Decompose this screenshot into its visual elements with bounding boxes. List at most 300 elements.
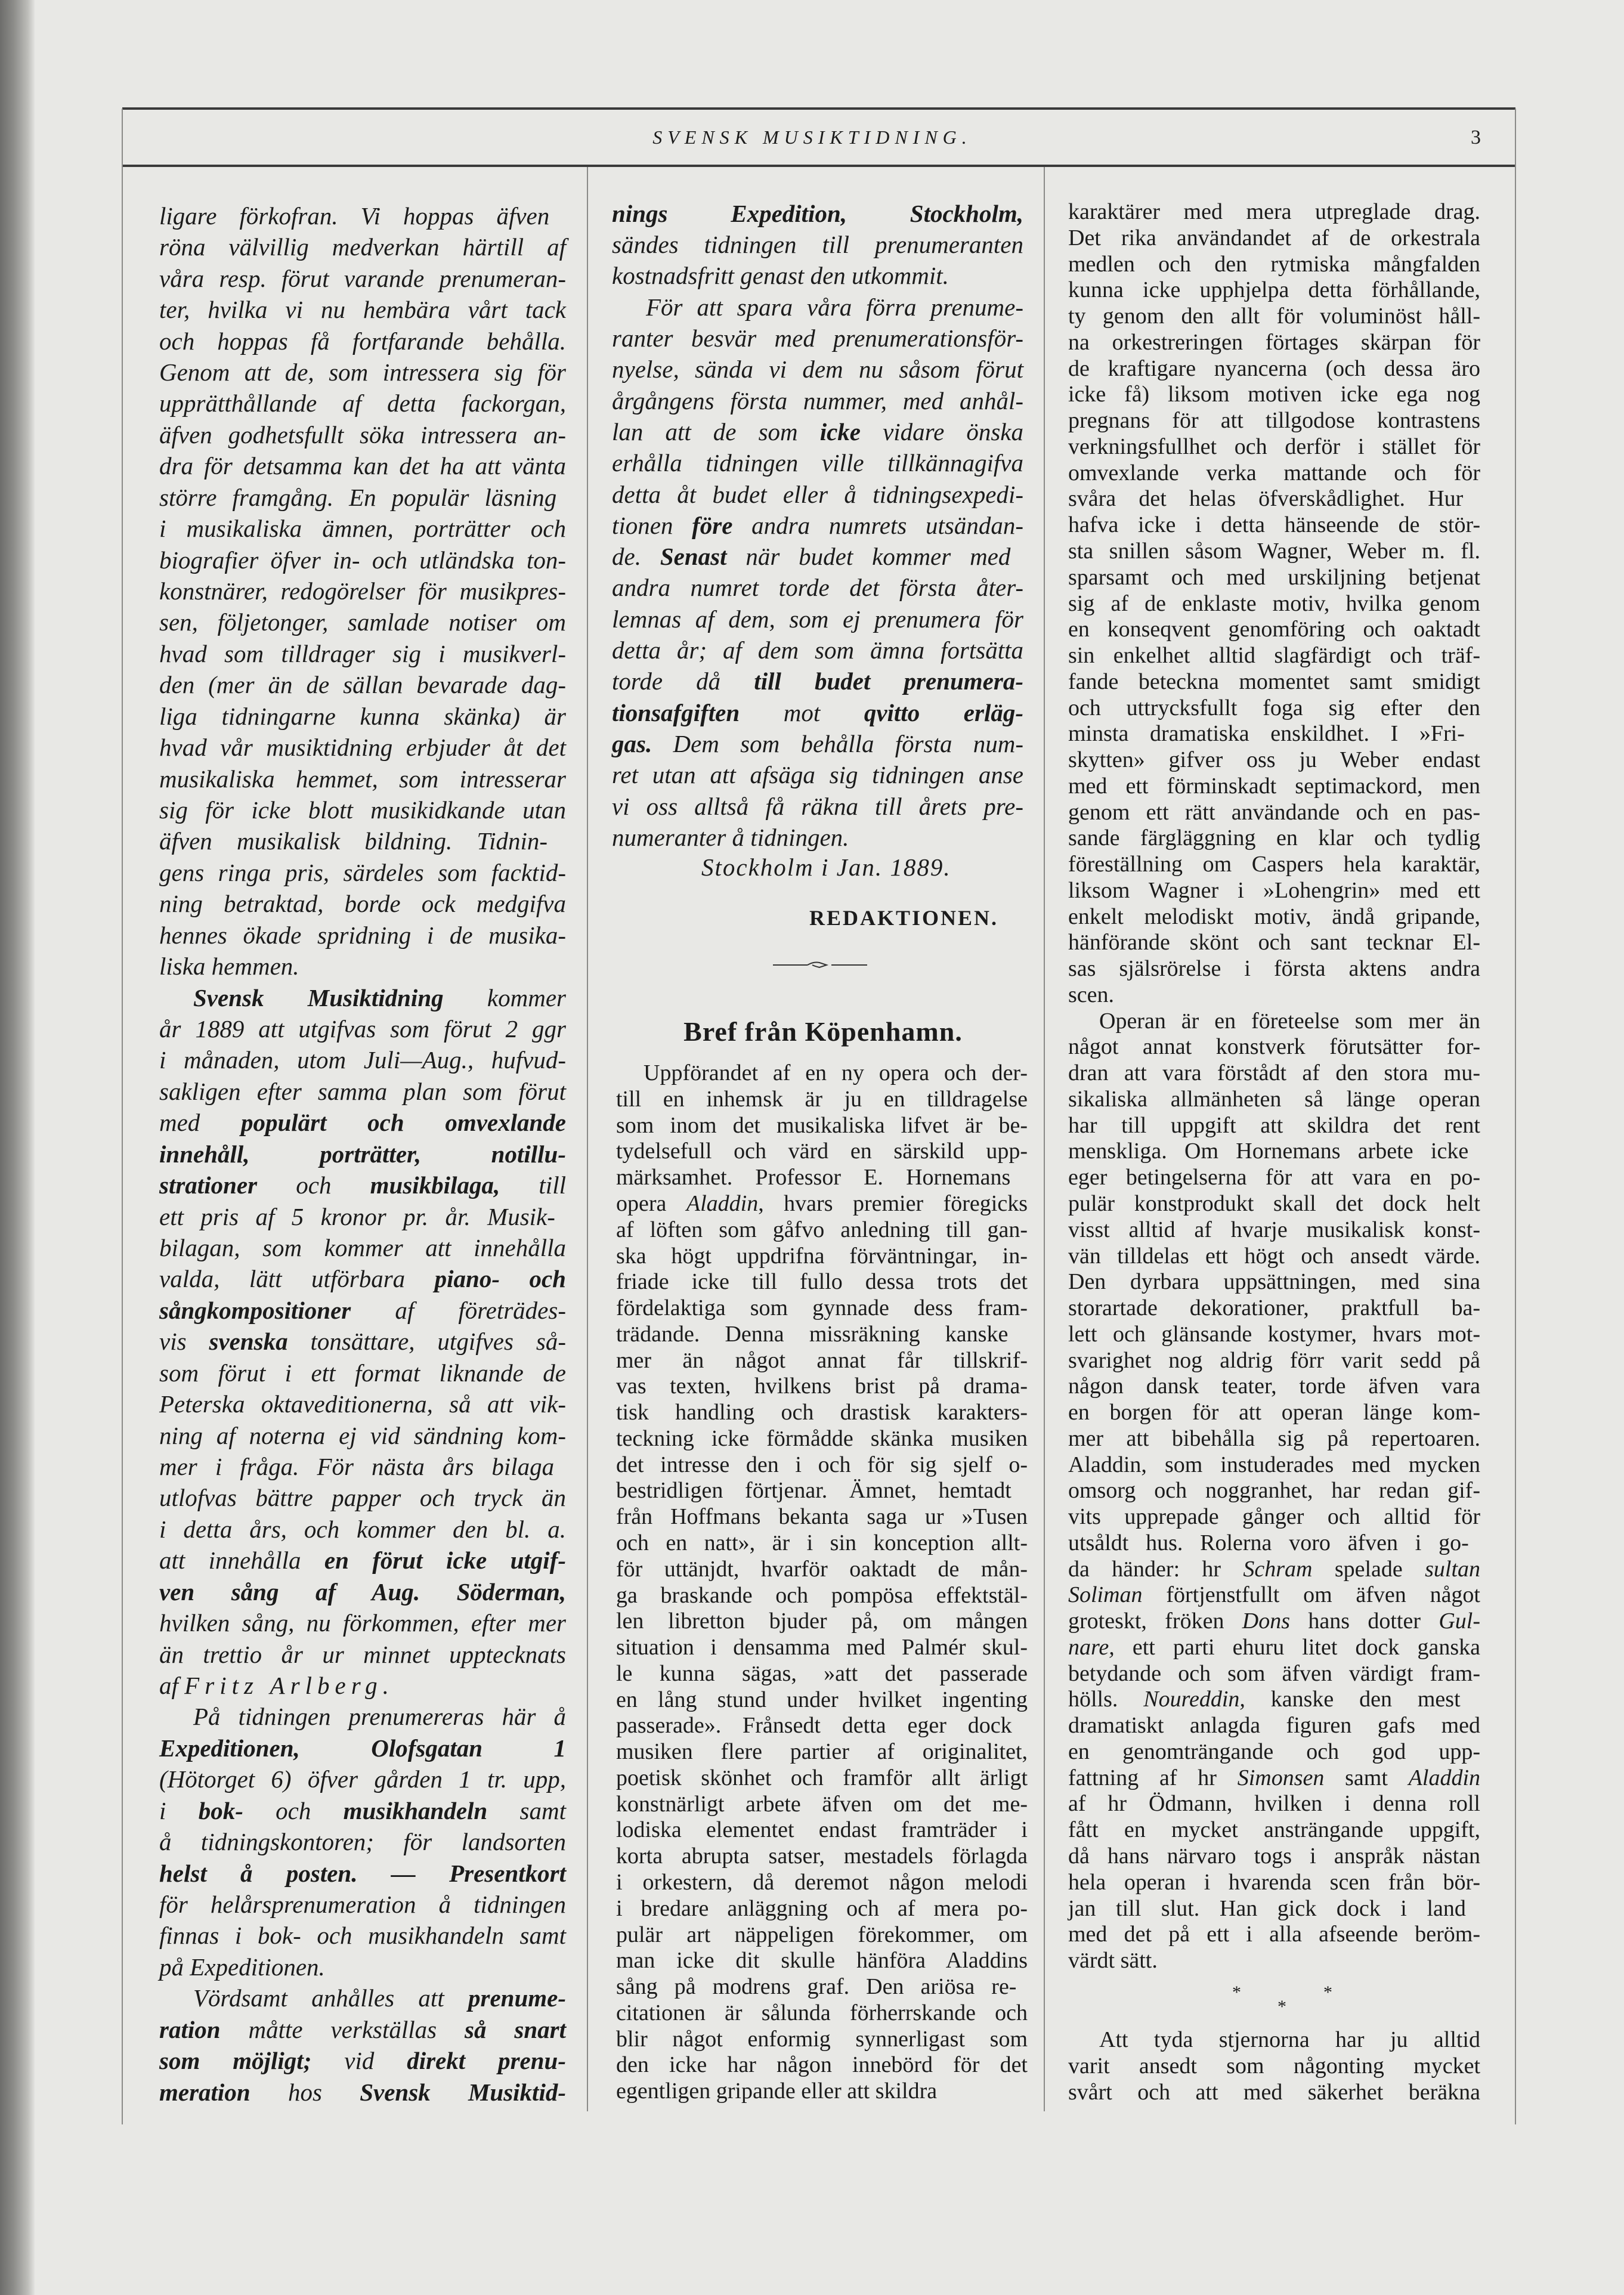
text-line [616,1765,1028,1792]
text-run: af företrädes- [351,1296,566,1324]
text-line [1068,1322,1480,1348]
text-run: i [159,1796,199,1824]
text-line [1068,1165,1480,1191]
text-run: tonsättare, utgifves så- [287,1328,566,1356]
text-run: le kunna sägas, »att det passerade [616,1660,1028,1686]
text-run: vits upprepade gånger och alltid för [1068,1504,1480,1530]
text-run: varit ansedt som någonting mycket [1068,2053,1480,2079]
text-line [159,1858,566,1889]
emphasis-run: en förut icke utgif- [324,1547,567,1575]
text-run: till en inhemsk är ju en tilldragelse [616,1086,1028,1112]
text-line [193,1701,566,1732]
text-run: omsorg och noggranhet, har redan gif- [1068,1478,1480,1504]
text-line [159,545,566,576]
italic-run: Dons [1242,1609,1291,1634]
text-run: en lång stund under hvilket ingenting [616,1687,1028,1712]
text-run: värdt sätt. [1068,1948,1158,1974]
text-run: sas själsrörelse i första aktens andra [1068,956,1480,982]
text-run: med [159,1109,241,1137]
text-run: dran att vara förstådt af den stora mu- [1068,1060,1480,1086]
text-run: kunna icke upphjelpa detta förhållande, [1068,277,1480,303]
emphasis-run: Senast [660,543,727,571]
text-run: något annat konstverk förutsätter for- [1068,1034,1480,1060]
text-line [612,447,1023,478]
text-run: situation i densamma med Palmér skul- [616,1635,1028,1660]
text-line [1068,1504,1480,1530]
dateline: Stockholm i Jan. 1889. [701,853,951,881]
italic-run: Aladdin [686,1190,759,1216]
text-run: upprätthållande af detta fackorgan, [159,389,566,417]
emphasis-run: helst å posten. — Presentkort [159,1859,566,1887]
text-run: utsåldt hus. Rolerna voro äfven i go- [1068,1530,1469,1555]
text-run: andra numret torde det första åter- [612,574,1023,602]
text-run: i orkestern, då deremot någon melodi [616,1869,1028,1895]
text-line [1068,512,1480,539]
text-run: vi oss alltså få räkna till årets pre- [612,792,1023,820]
text-run: sakligen efter samma plan som förut [159,1077,566,1105]
text-line [612,604,1023,635]
text-line [1099,2027,1480,2053]
text-line [1068,460,1480,487]
text-line [1068,1557,1480,1583]
text-line [1068,434,1480,460]
emphasis-run: Expeditionen, Olofsgatan 1 [159,1734,566,1762]
text-run: å tidningskontoren; för landsorten [159,1828,566,1856]
text-line [616,1661,1028,1687]
italic-run: Simonsen [1237,1765,1325,1790]
text-run: Peterska oktaveditionerna, så att vik- [159,1390,566,1418]
text-run: svårt och att med säkerhet beräkna [1068,2079,1480,2105]
text-line [1068,1478,1480,1504]
text-run: mer att bibehålla sig på repertoaren. [1068,1425,1480,1451]
text-line [1068,277,1480,304]
text-line [1068,1791,1480,1817]
text-run: har till uppgift att skildra det rent [1068,1112,1480,1138]
text-run: Den dyrbara uppsättningen, med sina [1068,1269,1480,1295]
emphasis-run: svenska [209,1328,288,1356]
text-run: hvilken sång, nu förkommen, efter mer [159,1609,566,1637]
text-run: skytten» gifver oss ju Weber endast [1068,747,1480,773]
text-run: Operan är en företeelse som mer än [1099,1008,1480,1034]
text-run: icke få) liksom motiven icke ega nog [1068,382,1480,407]
text-line [616,1269,1028,1295]
text-run: från Hoffmans bekanta saga ur »Tusen [616,1504,1028,1530]
emphasis-run: före [692,511,733,539]
text-line [612,229,1023,260]
text-run: förtjenstfullt om äfven något [1142,1582,1480,1608]
text-run: större framgång. En populär läsning [159,483,557,511]
text-line [1068,747,1480,774]
text-line [159,1295,566,1326]
text-run: Dem som behålla första num- [652,729,1023,757]
text-run: enkelt melodiskt motiv, ändå gripande, [1068,904,1480,929]
emphasis-run: strationer [159,1171,258,1199]
text-run: och uttrycksfullt foga sig efter den [1068,695,1480,720]
text-line [616,1635,1028,1661]
text-run: det intresse den i och för sig sjelf o- [616,1452,1028,1477]
emphasis-run: tionsafgiften [612,698,740,726]
text-run: sande färgläggning en klar och tydlig [1068,825,1480,851]
text-run: nyelse, sända vi dem nu såsom förut [612,355,1023,383]
text-run: den icke har någon innebörd för det [616,2052,1028,2078]
text-line [1068,878,1480,904]
emphasis-run: musikhandeln [343,1796,488,1824]
text-line [1068,982,1114,1009]
text-run: bestridligen förtjenar. Ämnet, hemtadt [616,1478,1011,1504]
text-run: vas texten, hvilkens brist på drama- [616,1374,1028,1399]
text-line [159,1420,566,1451]
text-run: ga braskande och pompösa effektstäl- [616,1582,1028,1608]
text-line [159,263,566,294]
text-run: ligare förkofran. Vi hoppas äfven [159,202,550,230]
text-run: pulär konstprodukt skall det dock helt [1068,1191,1480,1216]
text-line [1068,1269,1480,1295]
text-run: ter, hvilka vi nu hembära vårt tack [159,296,566,324]
text-run: sparsamt och med urskiljning betjenat [1068,564,1480,590]
text-run: att innehålla [159,1547,324,1575]
text-line [159,326,566,357]
text-line [159,825,547,856]
text-line [616,2079,937,2105]
emphasis-run: innehåll, porträtter, notillu- [159,1140,566,1168]
text-line [159,576,566,607]
text-run: blir något enformig synnerligast som [616,2026,1028,2052]
text-run: föreställning om Caspers hela karaktär, [1068,852,1480,877]
text-run: sin enkelhet alltid slagfärdigt och träf- [1068,643,1480,669]
text-line [159,1044,566,1075]
text-run: omvexlande verka mattande och för [1068,460,1480,485]
text-line [159,701,566,732]
text-line [616,1217,1028,1244]
emphasis-run: nings Expedition, Stockholm, [612,199,1023,227]
text-line [1068,1635,1480,1661]
text-run: ning af noterna ej vid sändning kom- [159,1421,566,1449]
text-run: musikaliska hemmet, som intresserar [159,765,566,793]
text-line [616,1478,1011,1504]
text-run: årgångens första nummer, med anhål- [612,386,1023,415]
text-line [1068,852,1480,878]
text-line [159,1670,394,1701]
text-run: ret utan att afsäga sig tidningen anse [612,761,1023,789]
text-line [159,951,299,982]
text-line [612,728,1023,759]
text-run: gens ringa pris, särdeles som facktid- [159,858,566,886]
text-run: Aladdin, som instuderades med mycken [1068,1452,1480,1477]
text-line [616,1400,1028,1426]
emphasis-run: till budet prenumera- [754,667,1023,695]
text-run: hänförande skönt och sant tecknar El- [1068,930,1480,955]
text-run: för helårsprenumeration å tidningen [159,1891,566,1918]
text-line [612,354,1023,385]
text-line [644,1060,1028,1087]
text-line [616,1504,1028,1530]
text-line [612,198,1023,229]
text-run: hos [250,2078,360,2106]
text-line [1068,1817,1480,1844]
text-line [159,1514,566,1545]
text-run: betydande och som äfven värdigt fram- [1068,1660,1480,1686]
text-line [159,1076,566,1107]
text-run: år 1889 att utgifvas som förut 2 ggr [159,1014,566,1043]
text-run: sång på modrens graf. Den ariösa re- [616,1974,1017,2000]
text-run: fått en mycket ansträngande uppgift, [1068,1817,1480,1843]
text-run: torde då [612,667,754,695]
text-line [1068,1609,1480,1635]
text-line [1068,1139,1468,1165]
text-line [612,416,1023,447]
text-line [616,1348,1028,1374]
text-run: våra resp. förut varande prenumeran- [159,264,566,292]
text-run: och [243,1796,344,1824]
text-run: tydelsefull och värd en särskild upp- [616,1139,1028,1164]
text-run: när budet kommer med [726,543,1011,571]
text-line [159,388,566,419]
text-run: detta år; af dem som ämna fortsätta [612,636,1023,664]
text-line [616,1817,1028,1844]
text-run: vidare önska [861,417,1024,446]
text-run: samt [487,1796,566,1824]
text-line [612,572,1023,603]
text-run: spelade [1312,1556,1425,1582]
text-run: sändes tidningen till prenumeranten [612,231,1023,259]
text-line [1068,1739,1480,1765]
text-line [616,1583,1028,1609]
text-line [612,385,1023,416]
text-run: , hvars premier föregicks [758,1190,1028,1216]
text-line [159,794,566,825]
text-run: tionen [612,511,692,539]
emphasis-run: som möjligt; [159,2047,312,2075]
page-number: 3 [1471,126,1481,149]
text-line [616,1557,1028,1583]
italic-run: Gul- [1439,1609,1480,1634]
text-run: fattning af hr [1068,1765,1238,1790]
text-line [616,1739,1028,1765]
text-run: För att spara våra förra prenume- [646,293,1023,321]
text-line [1068,591,1480,617]
text-run: finnas i bok- och musikhandeln samt [159,1922,566,1950]
text-line [159,294,566,325]
text-line [1068,304,1480,330]
text-run: konstnärligt arbete äfven om det me- [616,1791,1028,1817]
text-line [159,357,566,388]
text-line [616,2027,1028,2053]
italic-run: nare, [1068,1634,1115,1660]
text-line [1068,1922,1480,1948]
text-line [1068,1687,1461,1713]
text-line [159,1889,566,1920]
emphasis-run: Svensk Musiktidning [193,983,444,1012]
text-line [1068,225,1480,252]
text-line [616,1139,1028,1165]
text-run: Det rika användandet af de orkestrala [1068,225,1480,250]
text-line [1068,382,1480,408]
text-run: bilagan, som kommer att innehålla [159,1233,566,1261]
text-line [612,822,849,853]
text-line [159,1232,566,1263]
text-line [616,1113,1028,1139]
text-run: lemnas af dem, som ej prenumera för [612,605,1023,633]
text-run: äfven godhetsfullt söka intressera an- [159,420,566,449]
emphasis-run: Svensk Musiktid- [360,2078,566,2106]
text-line [1068,956,1480,982]
text-run: jan till slut. Han gick dock i land [1068,1895,1466,1921]
text-run: på Expeditionen. [159,1953,325,1981]
text-line [1068,539,1480,565]
text-line [616,1374,1028,1400]
emphasis-run: ration [159,2015,221,2043]
text-line [1068,408,1480,434]
text-line [616,1896,1028,1922]
emphasis-run: gas. [612,729,652,757]
text-run: valda, lätt utförbara [159,1265,435,1293]
text-line [159,1639,566,1670]
emphasis-run: musikbilaga, [370,1171,500,1199]
italic-run: Noureddin, [1143,1687,1245,1712]
text-run: mer i fråga. För nästa års bilaga [159,1452,555,1480]
text-line [616,1870,1028,1896]
ornament-divider-icon [773,959,867,971]
text-line [1068,2080,1480,2106]
scan-page-edge [0,0,35,2295]
text-line [1068,1087,1480,1113]
emphasis-run: bok- [198,1796,243,1824]
text-run: röna välvillig medverkan härtill af [159,233,566,261]
text-line [616,1244,1028,1270]
text-run: de kraftigare nyancerna (och dessa äro [1068,355,1480,381]
text-line [616,1609,1028,1635]
text-run: egentligen gripande eller att skildra [616,2079,938,2104]
text-run: Att tyda stjernorna har ju alltid [1099,2027,1480,2053]
column-divider-1 [587,167,588,2111]
text-line [612,510,1023,541]
text-line [159,857,566,888]
text-run: liska hemmen. [159,952,299,981]
text-run: till [500,1171,566,1199]
text-line [1068,1896,1466,1922]
text-line [159,1013,566,1044]
text-line [1068,1661,1480,1687]
text-line [159,513,566,544]
text-run: liksom Wagner i »Lohengrin» med ett [1068,877,1480,903]
text-line [1068,1844,1480,1870]
text-line [159,638,566,669]
text-line [1068,1217,1480,1244]
italic-run: Schram [1243,1556,1313,1582]
text-run: ett pris af 5 kronor pr. år. Musik- [159,1202,555,1230]
text-line [1068,1374,1480,1400]
text-run: fördelaktiga som gynnade dess fram- [616,1295,1028,1321]
text-run: märksamhet. Professor E. Hornemans [616,1165,1011,1190]
emphasis-run: icke [819,417,861,446]
text-line [159,763,566,794]
text-run: medlen och den rytmiska mångfalden [1068,251,1480,277]
text-run: groteskt, fröken [1068,1609,1242,1634]
text-run: ranter besvär med prenumerationsför- [612,324,1023,352]
text-run: lan att de som [612,417,820,446]
text-line [159,1201,555,1232]
text-line [1068,930,1480,956]
text-run: scen. [1068,982,1115,1007]
text-run: numeranter å tidningen. [612,823,849,851]
text-run: storartade dekorationer, praktfull ba- [1068,1295,1480,1321]
text-line [1068,721,1465,747]
text-line [1068,774,1480,800]
text-run: hafva icke i detta hänseende de stör- [1068,512,1480,538]
text-run: tisk handling och drastisk karakters- [616,1400,1028,1425]
text-run: korta abrupta satser, mestadels förlagda [616,1844,1028,1869]
text-line [159,1951,325,1982]
text-line [159,1388,566,1419]
text-run: af [159,1671,185,1699]
emphasis-run: sångkompositioner [159,1296,351,1324]
text-run: verkningsfullhet och derför i stället för [1068,434,1480,459]
text-line [159,1795,566,1826]
text-run: sta snillen såsom Wagner, Weber m. fl. [1068,539,1480,564]
text-run: af löften som gåfvo anledning till gan- [616,1217,1028,1242]
text-run: ska högt uppdrifna förväntningar, in- [616,1243,1028,1269]
text-line [1068,1582,1480,1609]
text-run: visst alltid af hvarje musikalisk konst- [1068,1217,1480,1242]
asterism-star-icon: * [1232,1982,1241,2002]
text-line [1068,800,1480,826]
text-line [1068,486,1463,512]
text-line [159,1576,566,1607]
text-run: pregnans för att tillgodose kontrastens [1068,408,1480,434]
text-line [159,419,566,450]
text-line [193,1982,566,2013]
text-line [159,1139,566,1170]
text-run: trädande. Denna missräkning kanske [616,1321,1009,1347]
text-run: hvad som tilldrager sig i musikverl- [159,639,566,667]
text-line [159,1545,566,1576]
text-line [1068,2053,1480,2080]
text-run: en genomträngande och god upp- [1068,1739,1480,1764]
text-run: erhålla tidningen ville tillkännagifva [612,449,1023,477]
signature: REDAKTIONEN. [809,906,998,930]
text-run: musiken flere partier af originalitet, [616,1739,1028,1765]
text-line [1068,1400,1480,1426]
text-run: hennes ökade spridning i de musika- [159,921,566,949]
text-run: menskliga. Om Hornemans arbete icke [1068,1139,1469,1164]
text-run: med ett förminskadt septimackord, men [1068,773,1480,799]
text-line [159,231,566,262]
text-line [159,1920,566,1951]
text-run: i musikaliska ämnen, porträtter och [159,515,566,543]
text-line [159,1326,566,1357]
text-line [1068,1870,1480,1896]
text-run: svarighet nog aldrig förr varit sedd på [1068,1347,1480,1373]
header-bottom-rule [122,165,1515,167]
text-run: minsta dramatiska enskildhet. I »Fri- [1068,721,1465,747]
text-line [646,292,1023,323]
text-run: da händer: hr [1068,1556,1243,1582]
text-run: kanske den mest [1245,1687,1461,1712]
text-run: poetisk skönhet och framför allt ärligt [616,1765,1028,1790]
text-run: konstnärer, redogörelser för musikpres- [159,577,566,605]
text-run: någon dansk teater, torde äfven vara [1068,1374,1480,1399]
text-run: mer än något annat får tillskrif- [616,1347,1028,1373]
text-run: och hoppas få fortfarande behålla. [159,327,566,355]
text-run: då hans närvaro togs i anspråk nästan [1068,1844,1480,1869]
text-run: sikaliska allmänheten så länge operan [1068,1086,1480,1112]
text-line [159,1826,566,1857]
text-line [1068,1948,1158,1974]
text-run: Vördsamt anhålles att [193,1984,468,2012]
text-run: svåra det helas öfverskådlighet. Hur [1068,486,1464,512]
text-run: sig för icke blott musikidkande utan [159,796,566,824]
text-line [159,1482,566,1513]
